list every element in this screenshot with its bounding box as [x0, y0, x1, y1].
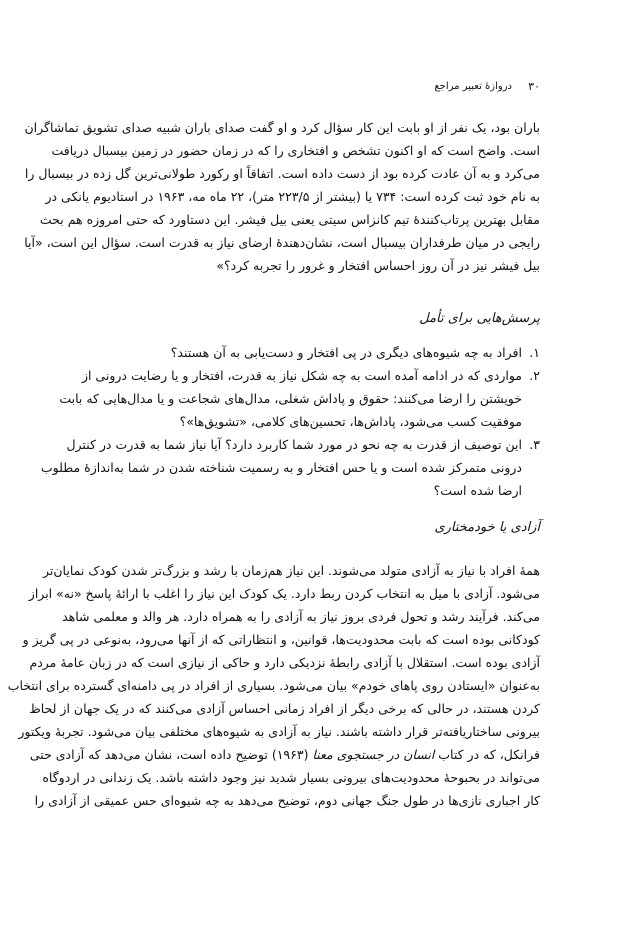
- text-line: می‌تواند در بحبوحهٔ محدودیت‌های بیرونی بسیار شدید نیز وجود داشته باشد. یک زندانی در اردوگاه: [42, 770, 540, 785]
- text-line: به نام خود ثبت کرده است: ۷۳۴ یا (بیشتر از ۲۲۳/۵ متر)، ۲۲ ماه مه، ۱۹۶۳ در استادیوم یانکی در: [45, 189, 540, 204]
- text-line: باران بود، یک نفر از او بابت این کار سؤال کرد و او گفت صدای باران شبیه صدای تشویق تماشاگران: [24, 120, 540, 135]
- text-line: می‌کرد و به آن عادت کرده بود از دست داده است. اتفاقاً او رکورد طولانی‌ترین گل زده در بیسبال را: [24, 166, 540, 181]
- text-line: می‌شود. آزادی با میل به انتخاب کردن ربط دارد. یک کودک این نیاز را اغلب با ارائهٔ پاسخ «نه» ابراز: [28, 586, 540, 601]
- text-line: به‌عنوان «ایستادن روی پاهای خودم» بیان می‌شود. بسیاری از افراد در پی دامنه‌ای گسترده برای انتخاب: [7, 678, 540, 693]
- book-title: انسان در جستجوی معنا: [312, 747, 435, 762]
- text-line: آزادی بوده است. استقلال با آزادی رابطهٔ نزدیکی دارد و حاکی از نیازی است که در زبان عامهٔ مردم: [29, 655, 540, 670]
- text-span: (۱۹۶۳) توضیح داده است، نشان می‌دهد که آزادی حتی: [29, 747, 313, 762]
- page-header: [100, 80, 540, 98]
- text-span: فرانکل، که در کتاب: [434, 747, 540, 762]
- text-line: افراد به چه شیوه‌های دیگری در پی افتخار و دست‌یابی به آن هستند؟: [170, 345, 522, 360]
- question-number: ۱.: [529, 345, 540, 360]
- text-line: [29, 743, 540, 766]
- text-line: مواردی که در ادامه آمده است به چه شکل نیاز به قدرت، افتخار و یا رضایت درونی از: [81, 368, 522, 383]
- section-heading-freedom: آزادی یا خودمختاری: [434, 520, 540, 535]
- text-line: همهٔ افراد با نیاز به آزادی متولد می‌شوند. این نیاز هم‌زمان با رشد و بزرگ‌تر شدن کودک نمایان‌تر: [42, 563, 540, 578]
- running-title: دروازهٔ تعبیر مراجع: [434, 81, 512, 92]
- text-line: رایجی در میان طرفداران بیسبال است، نشان‌دهندهٔ ارضای نیاز به قدرت است. سؤال این است، «آیا: [24, 235, 540, 250]
- text-line: است. واضح است که او اکنون تشخص و افتخاری را که در زمان حضور در زمین بیسبال دریافت: [51, 143, 540, 158]
- page-number: ۳۰: [528, 80, 540, 93]
- text-line: مقابل بهترین پرتاب‌کنندهٔ تیم کانزاس سیتی یعنی بیل فیشر. این دستاورد که حتی امروزه هم بحث: [39, 212, 540, 227]
- section-heading-reflection: پرسش‌هایی برای تأمل: [419, 311, 540, 326]
- question-number: ۲.: [529, 368, 540, 383]
- question-number: ۳.: [529, 437, 540, 452]
- text-line: می‌کند. فرآیند رشد و تحول فردی بروز نیاز به آزادی را به همراه دارد. هر والد و معلمی شاهد: [62, 609, 540, 624]
- text-line: کردن هستند، در حالی که برخی دیگر از افراد زمانی احساس آزادی می‌کنند که در یک جهان از لحاظ: [29, 701, 540, 716]
- text-line: کار اجباری نازی‌ها در طول جنگ جهانی دوم، توضیح می‌دهد به چه شیوه‌ای حس عمیقی از آزادی را: [34, 793, 540, 808]
- text-line: بیل فیشر نیز در آن روز احساس افتخار و غرور را تجربه کرد؟»: [216, 258, 540, 273]
- text-line: موفقیت کسب می‌شود، پاداش‌ها، تحسین‌های کلامی، «تشویق‌ها»؟: [179, 414, 522, 429]
- text-line: بیرونی ساختاریافته‌تر قرار داشته باشند. نیاز به آزادی به شیوه‌های مختلفی بیان می‌شود. تجربهٔ ویکتور: [18, 724, 540, 739]
- text-line: این توصیف از قدرت به چه نحو در مورد شما کاربرد دارد؟ آیا نیاز شما به قدرت در کنترل: [66, 437, 522, 452]
- text-line: ارضا شده است؟: [433, 483, 522, 498]
- text-line: خویشتن را ارضا می‌کنند: حقوق و پاداش شغلی، مدال‌های شجاعت و یا مدال‌هایی که بابت: [59, 391, 522, 406]
- text-line: کودکانی بوده است که بابت محدودیت‌ها، قوانین، و انتظاراتی که از آنها می‌رود، به‌نوعی در پی گریز و: [22, 632, 540, 647]
- text-line: درونی متمرکز شده است و یا حس افتخار و به رسمیت شناخته شدن در شما به‌اندازهٔ مطلوب: [40, 460, 522, 475]
